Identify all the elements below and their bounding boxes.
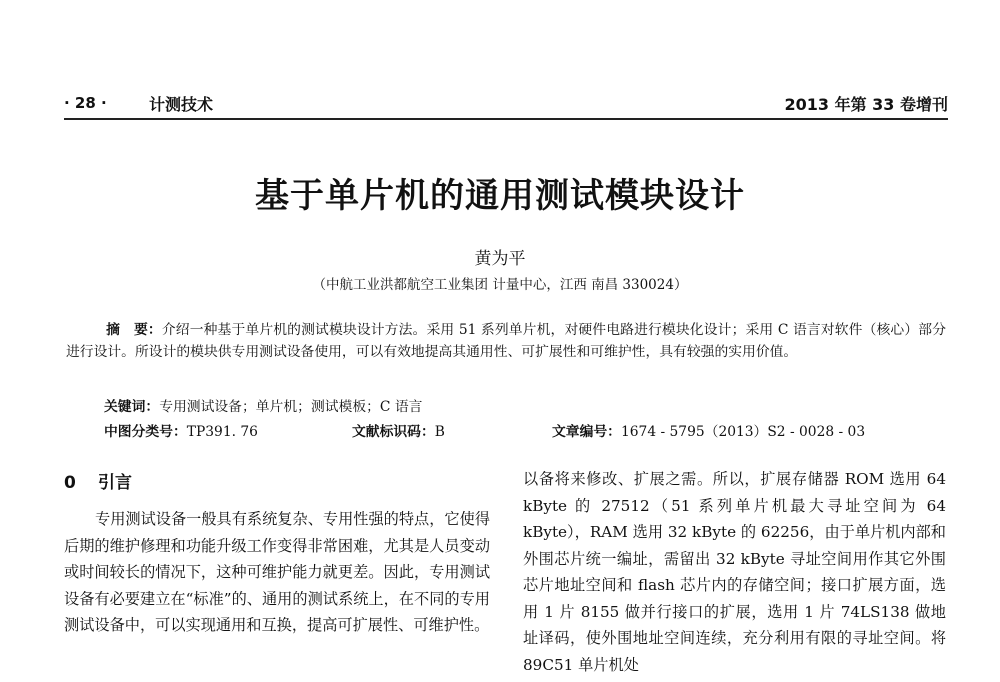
section-number: 0 [64,473,76,493]
author-affiliation: （中航工业洪都航空工业集团 计量中心，江西 南昌 330024） [312,277,688,293]
left-paragraph: 专用测试设备一般具有系统复杂、专用性强的特点，它使得后期的维护修理和功能升级工作变得非常困难，尤其是人员变动或时间较长的情况下，这种可维护能力就更差。因此，专用测试设备有必要建立在“标准”的、通用的测试系统上，在不同的专用测试设备中，可以实现通用和互换，提高可扩展性、可维护性。 [64,510,490,634]
right-paragraph: 以备将来修改、扩展之需。所以，扩展存储器 ROM 选用 64 kByte 的 27512（51 系列单片机最大寻址空间为 64 kByte），RAM 选用 32 kByte 的 62256，由于单片机内部和外围芯片统一编址，需留出 32 kByte 寻址空间用作其它外围芯片地址空间和 flash 芯片内的存储空间；接口扩展方面，选用 1 片 8155 做并行接口的扩展，选用 1 片 74LS138 做地址译码，使外围地址空间连续，充分利用有限的寻址空间。将 89C51 单片机处 [523,470,946,674]
abstract-label: 摘 要： [106,322,162,338]
section-heading [64,468,132,493]
journal-name: 计测技术 [149,95,214,114]
body-left-column [64,506,490,639]
clc-label: 中图分类号： [104,424,187,440]
keywords-text: 专用测试设备；单片机；测试模板；C 语言 [159,399,423,415]
clc-value: TP391. 76 [186,424,258,440]
body-right-column [523,466,946,678]
clc-number [104,420,258,440]
keywords [104,395,422,415]
author-name: 黄为平 [474,249,526,269]
article-number-label: 文章编号： [552,424,621,440]
document-code [352,420,445,440]
running-header [64,92,948,114]
doc-code-value: B [434,424,445,440]
article-title: 基于单片机的通用测试模块设计 [255,176,745,216]
abstract [66,319,946,363]
article-number-value: 1674 - 5795（2013）S2 - 0028 - 03 [620,424,866,440]
doc-code-label: 文献标识码： [352,424,435,440]
section-title: 引言 [98,473,132,493]
page-number: · 28 · [64,94,107,112]
abstract-text: 介绍一种基于单片机的测试模块设计方法。采用 51 系列单片机，对硬件电路进行模块化设计；采用 C 语言对软件（核心）部分进行设计。所设计的模块供专用测试设备使用，可以有效地提高其通用性、可扩展性和可维护性，具有较强的实用价值。 [66,322,947,360]
issue-info: 2013 年第 33 卷增刊 [784,95,948,114]
header-rule [64,118,948,120]
article-number [552,420,865,440]
keywords-label: 关键词： [104,399,160,415]
